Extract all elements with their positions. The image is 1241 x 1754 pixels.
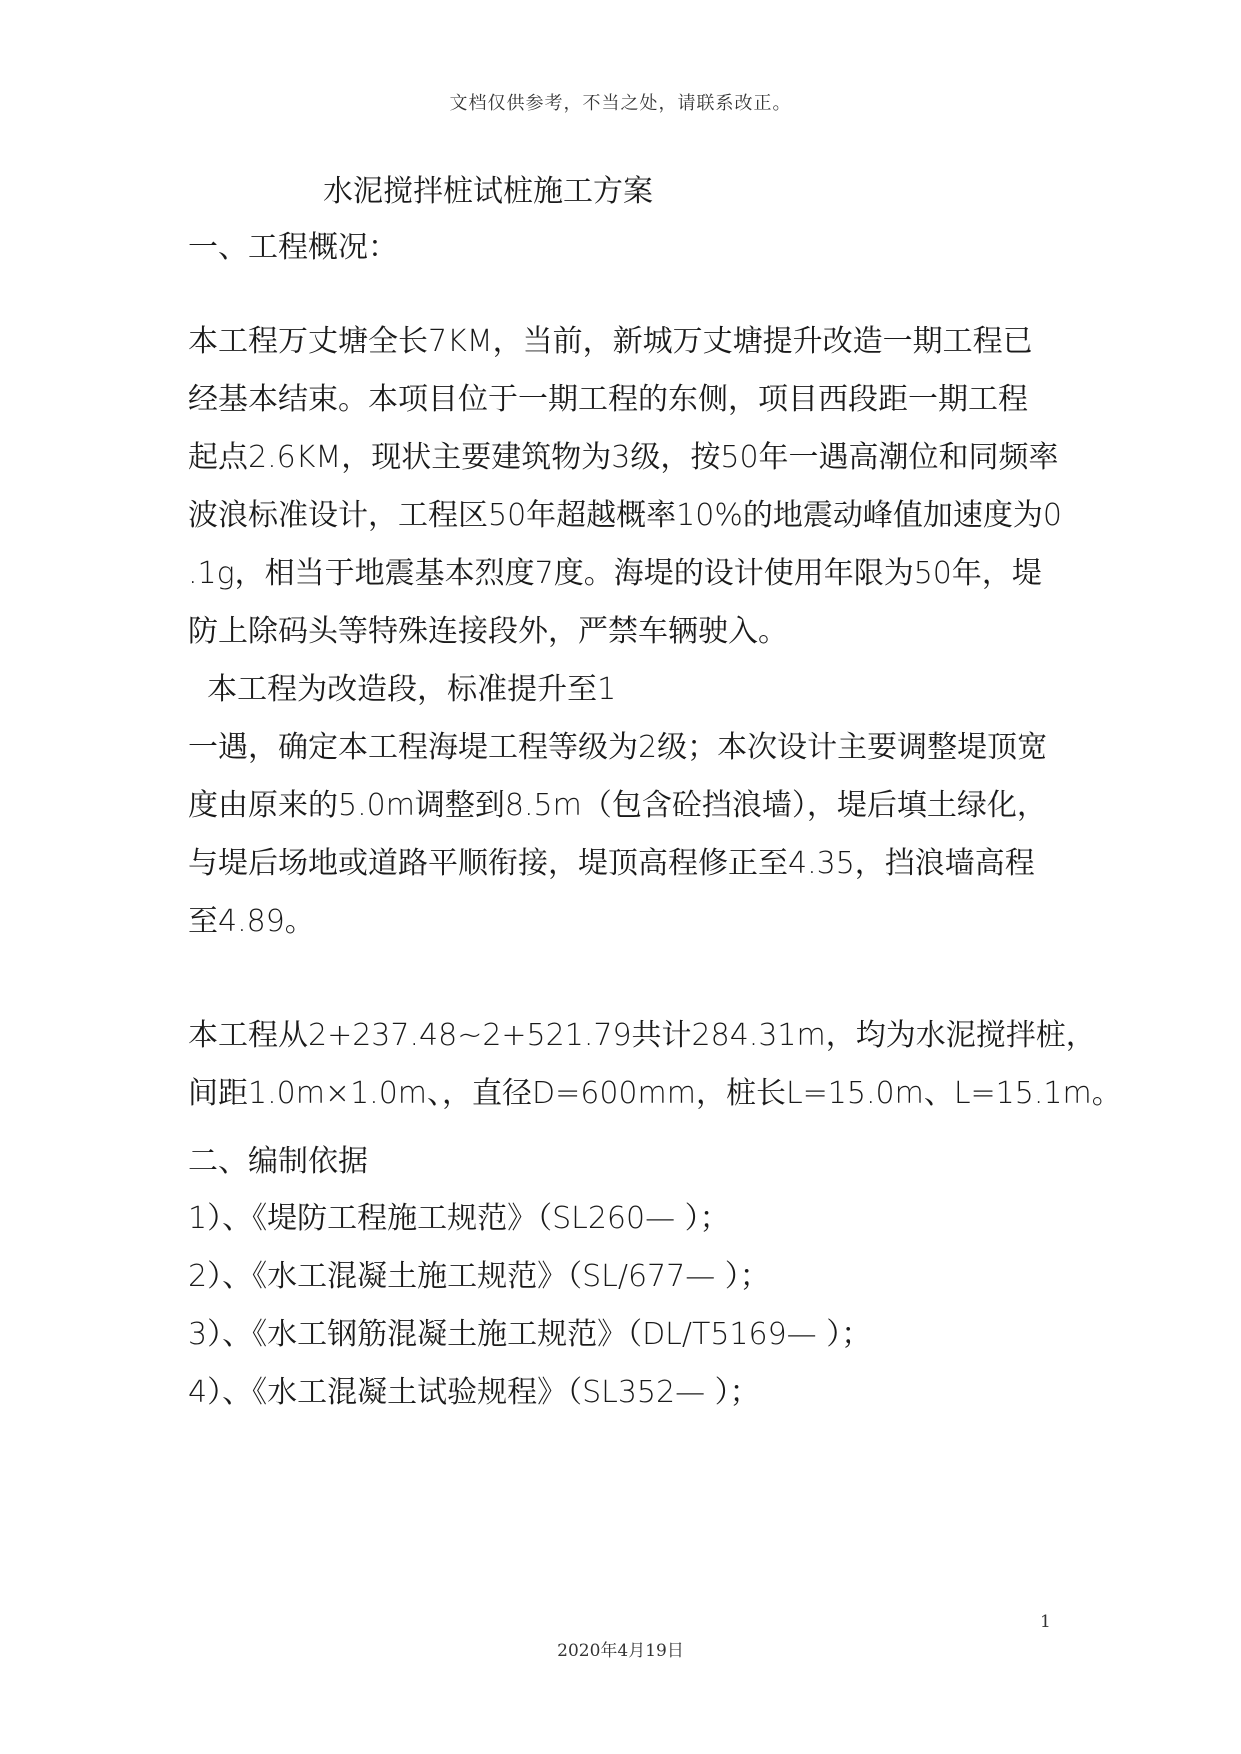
reference-item: 1）、《堤防工程施工规范》（SL260— ）； xyxy=(188,1201,730,1236)
footer-date: 2020年4月19日 xyxy=(557,1641,684,1661)
reference-item: 2）、《水工混凝土施工规范》（SL/677— ）； xyxy=(188,1259,770,1294)
section-heading-overview: 一、工程概况： xyxy=(188,230,398,265)
paragraph-line: 至4.89。 xyxy=(188,904,315,939)
paragraph-line: 起点2.6KM，现状主要建筑物为3级，按50年一遇高潮位和同频率 xyxy=(188,440,1059,475)
paragraph-line: 与堤后场地或道路平顺衔接，堤顶高程修正至4.35，挡浪墙高程 xyxy=(188,846,1035,881)
header-note: 文档仅供参考，不当之处，请联系改正。 xyxy=(449,93,792,114)
paragraph-line: 防上除码头等特殊连接段外，严禁车辆驶入。 xyxy=(188,614,788,649)
reference-item: 4）、《水工混凝土试验规程》（SL352— ）； xyxy=(188,1375,760,1410)
paragraph-line: 间距1.0m×1.0m、，直径D=600mm，桩长L=15.0m、L=15.1m。 xyxy=(188,1076,1122,1111)
page-number: 1 xyxy=(1040,1612,1051,1632)
paragraph-line: 经基本结束。本项目位于一期工程的东侧，项目西段距一期工程 xyxy=(188,382,1028,417)
paragraph-line: 本工程万丈塘全长7KM，当前，新城万丈塘提升改造一期工程已 xyxy=(188,324,1033,359)
paragraph-line: 本工程从2+237.48~2+521.79共计284.31m，均为水泥搅拌桩， xyxy=(188,1018,1096,1053)
paragraph-line: .1g，相当于地震基本烈度7度。海堤的设计使用年限为50年，堤 xyxy=(188,556,1042,591)
document-title: 水泥搅拌桩试桩施工方案 xyxy=(323,174,653,209)
section-heading-basis: 二、编制依据 xyxy=(188,1144,368,1179)
paragraph-line: 度由原来的5.0m调整到8.5m（包含砼挡浪墙），堤后填土绿化， xyxy=(188,788,1047,823)
reference-item: 3）、《水工钢筋混凝土施工规范》（DL/T5169— ）； xyxy=(188,1317,872,1352)
paragraph-line: 一遇，确定本工程海堤工程等级为2级；本次设计主要调整堤顶宽 xyxy=(188,730,1048,765)
paragraph-line: 本工程为改造段，标准提升至1 xyxy=(188,672,617,707)
paragraph-line: 波浪标准设计，工程区50年超越概率10%的地震动峰值加速度为0 xyxy=(188,498,1062,533)
